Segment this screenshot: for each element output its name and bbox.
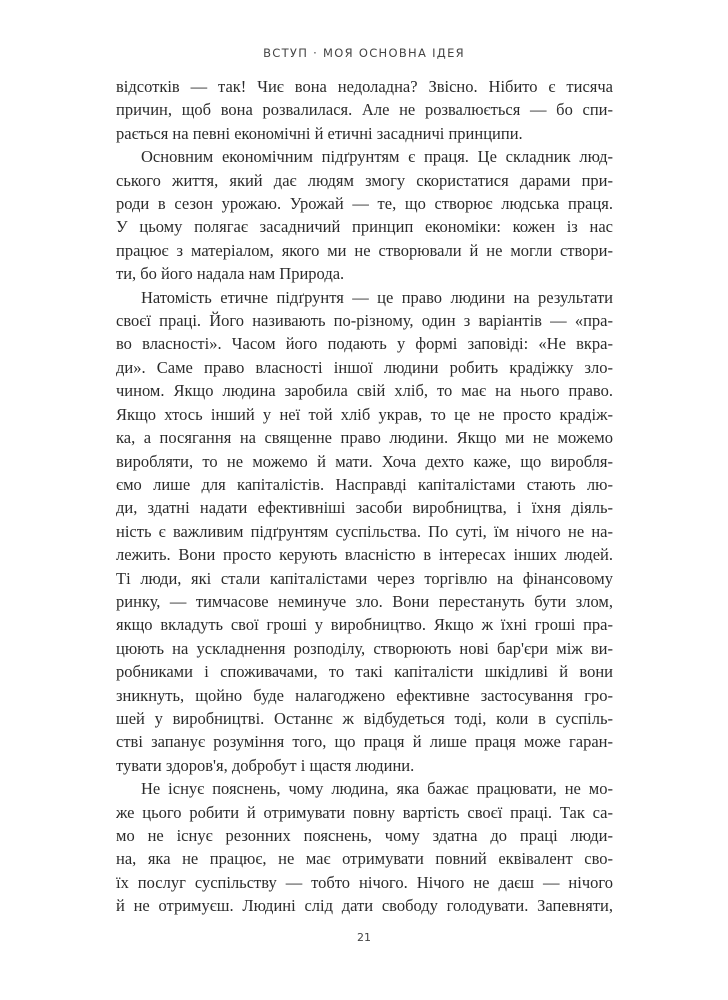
text-line: своєї праці. Його називають по-різному, один з варіантів — «пра- — [116, 311, 613, 331]
text-line: тувати здоров'я, добробут і щастя людини. — [116, 755, 415, 775]
text-line: во власності». Часом його подають у формі заповіді: «Не вкра- — [116, 334, 613, 354]
text-line: У цьому полягає засадничий принцип економіки: кожен із нас — [116, 217, 613, 237]
paragraph — [116, 286, 613, 778]
text-line: роди в сезон урожаю. Урожай — те, що створює людська праця. — [116, 194, 613, 214]
text-line: Не існує пояснень, чому людина, яка бажає працювати, не мо- — [141, 779, 613, 799]
text-line: ка, а посягання на священне право людини. Якщо ми не можемо — [116, 428, 613, 448]
text-line: виробляти, то не можемо й мати. Хоча дехто каже, що виробля- — [116, 451, 613, 471]
paragraph — [116, 145, 613, 285]
text-line: мо не існує резонних пояснень, чому здатна до праці люди- — [116, 826, 613, 845]
text-line: працює з матеріалом, якого ми не створювали й не могли створи- — [116, 240, 613, 260]
text-line: ди». Саме право власності іншої людини робить крадіжку зло- — [116, 357, 613, 377]
running-header: ВСТУП · МОЯ ОСНОВНА ІДЕЯ — [263, 46, 465, 60]
text-line: робниками і споживачами, то такі капіталісти шкідливі й вони — [116, 662, 613, 682]
text-line: й не отримуєш. Людині слід дати свободу голодувати. Запевняти, — [116, 896, 613, 916]
text-line: причин, щоб вона розвалилася. Але не розвалюється — бо спи- — [116, 100, 613, 120]
text-line: зникнуть, щойно буде налагоджено ефективне застосування гро- — [116, 685, 613, 705]
text-line: Якщо хтось інший у неї той хліб украв, то це не просто крадіж- — [116, 404, 613, 424]
text-line: відсотків — так! Чиє вона недоладна? Звісно. Нібито є тисяча — [116, 77, 613, 96]
text-line: ти, бо його надала нам Природа. — [116, 264, 345, 284]
text-line: їх послуг суспільству — тобто нічого. Нічого не даєш — нічого — [116, 872, 613, 892]
text-line: стві запанує розуміння того, що праця й лише праця може гаран- — [116, 732, 613, 752]
text-line: Основним економічним підґрунтям є праця. Це складник люд- — [141, 147, 613, 167]
text-line: Натомість етичне підґрунтя — це право людини на результати — [141, 287, 613, 307]
text-line: лежить. Вони просто керують власністю в інтересах інших людей. — [116, 545, 613, 565]
body-text — [116, 75, 613, 918]
text-line: ського життя, який дає людям змогу скористатися дарами при- — [116, 170, 613, 190]
text-line: ди, здатні надати ефективніші засоби виробництва, і їхня діяль- — [116, 498, 613, 518]
text-line: ємо лише для капіталістів. Насправді капіталістами стають лю- — [116, 474, 613, 494]
text-line: ринку, — тимчасове неминуче зло. Вони перестануть бути злом, — [116, 591, 613, 611]
text-line: шей у виробництві. Останнє ж відбудеться тоді, коли в суспіль- — [116, 708, 613, 728]
text-line: ність є важливим підґрунтям суспільства. По суті, їм нічого не на- — [116, 521, 613, 541]
text-line: якщо вкладуть свої гроші у виробництво. Якщо ж їхні гроші пра- — [116, 615, 613, 635]
text-line: же цього робити й отримувати повну вартість своєї праці. Так са- — [116, 802, 613, 822]
paragraph — [116, 777, 613, 917]
text-line: на, яка не працює, не має отримувати повний еквівалент сво- — [116, 849, 613, 869]
text-line: цюють на ускладнення розподілу, створюють нові бар'єри між ви- — [116, 638, 613, 658]
text-line: Ті люди, які стали капіталістами через торгівлю на фінансовому — [116, 568, 613, 588]
text-line: рається на певні економічні й етичні засадничі принципи. — [116, 123, 523, 143]
text-line: чином. Якщо людина заробила свій хліб, то має на нього право. — [116, 381, 613, 401]
page-number: 21 — [357, 930, 371, 944]
paragraph — [116, 75, 613, 145]
